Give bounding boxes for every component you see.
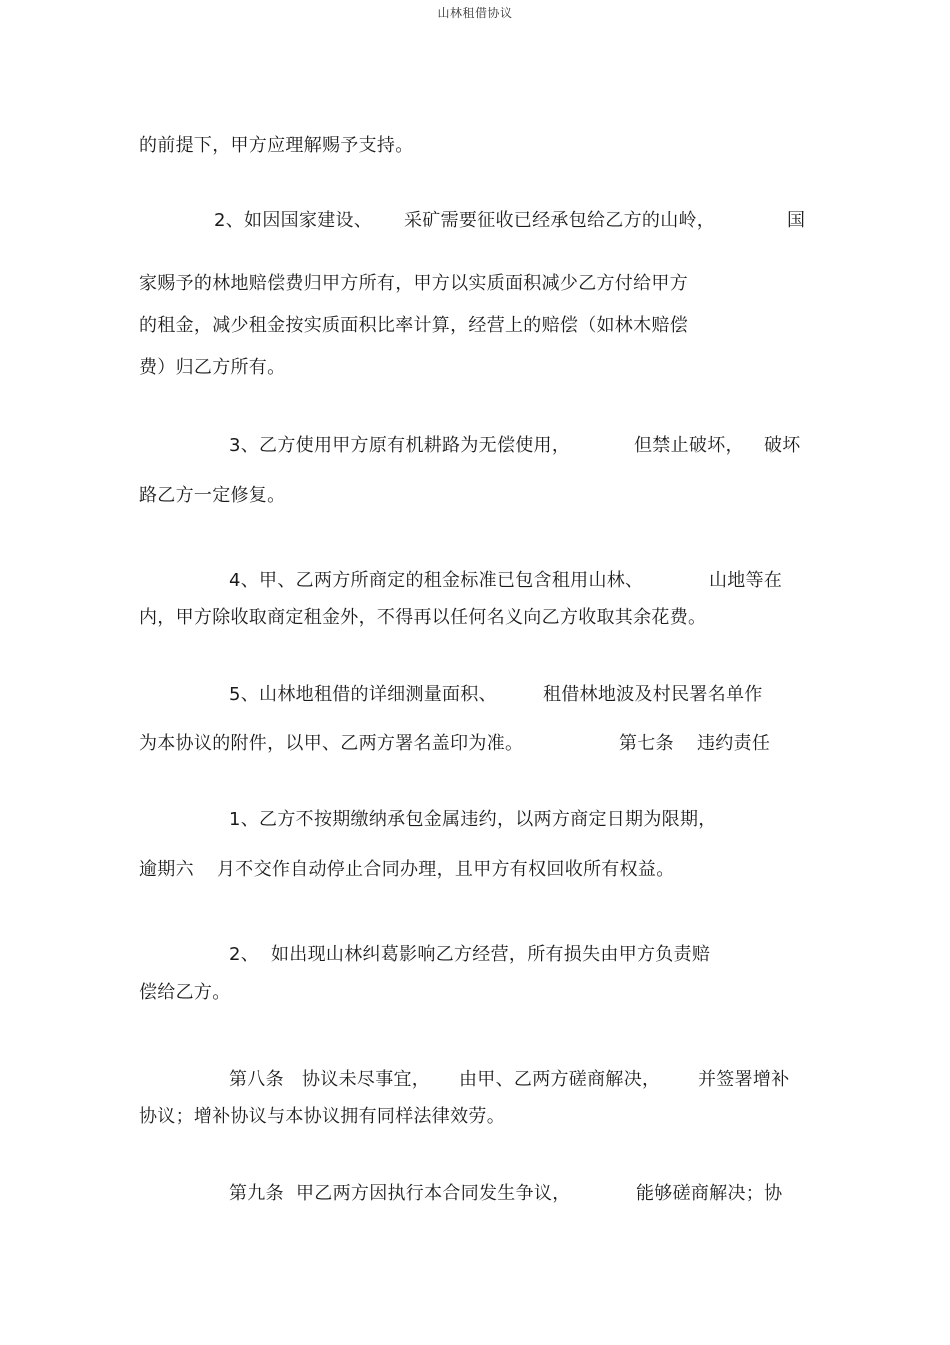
text-line: 并签署增补 bbox=[698, 1069, 790, 1090]
text-line: 国 bbox=[787, 210, 806, 231]
page-header-title: 山林租借协议 bbox=[437, 6, 513, 20]
text-line: 破坏 bbox=[764, 435, 801, 456]
text-line: 由甲、乙两方磋商解决， bbox=[459, 1069, 661, 1090]
text-line: 采矿需要征收已经承包给乙方的山岭， bbox=[404, 210, 716, 231]
article-heading: 第七条 bbox=[619, 733, 674, 754]
text-line: 协议；增补协议与本协议拥有同样法律效劳。 bbox=[139, 1106, 505, 1127]
text-line: 2、 bbox=[229, 944, 260, 965]
text-line: 家赐予的林地赔偿费归甲方所有，甲方以实质面积减少乙方付给甲方 bbox=[139, 273, 688, 294]
text-line: 5、山林地租借的详细测量面积、 bbox=[229, 684, 497, 705]
text-line: 为本协议的附件，以甲、乙两方署名盖印为准。 bbox=[139, 733, 524, 754]
text-line: 租借林地波及村民署名单作 bbox=[543, 684, 763, 705]
text-line: 费）归乙方所有。 bbox=[139, 357, 286, 378]
text-line: 但禁止破坏， bbox=[634, 435, 744, 456]
article-heading: 第八条 bbox=[229, 1069, 284, 1090]
text-line: 偿给乙方。 bbox=[139, 982, 231, 1003]
text-line: 2、如因国家建设、 bbox=[214, 210, 373, 231]
article-heading-title: 违约责任 bbox=[697, 733, 771, 754]
text-line: 路乙方一定修复。 bbox=[139, 485, 286, 506]
text-line: 的租金，减少租金按实质面积比率计算，经营上的赔偿（如林木赔偿 bbox=[139, 315, 688, 336]
text-line: 的前提下，甲方应理解赐予支持。 bbox=[139, 135, 414, 156]
text-line: 能够磋商解决；协 bbox=[636, 1183, 783, 1204]
text-line: 如出现山林纠葛影响乙方经营，所有损失由甲方负责赔 bbox=[271, 944, 711, 965]
text-line: 4、甲、乙两方所商定的租金标准已包含租用山林、 bbox=[229, 570, 644, 591]
text-line: 协议未尽事宜， bbox=[302, 1069, 431, 1090]
text-line: 月不交作自动停止合同办理，且甲方有权回收所有权益。 bbox=[217, 859, 675, 880]
text-line: 山地等在 bbox=[709, 570, 783, 591]
text-line: 甲乙两方因执行本合同发生争议， bbox=[296, 1183, 571, 1204]
article-heading: 第九条 bbox=[229, 1183, 284, 1204]
text-line: 内，甲方除收取商定租金外，不得再以任何名义向乙方收取其余花费。 bbox=[139, 607, 707, 628]
text-line: 3、乙方使用甲方原有机耕路为无偿使用， bbox=[229, 435, 571, 456]
text-line: 1、乙方不按期缴纳承包金属违约，以两方商定日期为限期， bbox=[229, 809, 717, 830]
text-line: 逾期六 bbox=[139, 859, 194, 880]
